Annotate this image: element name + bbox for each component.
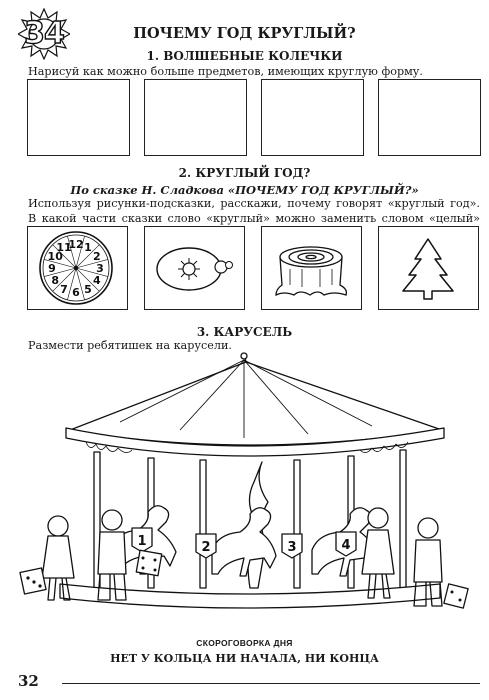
clock-number: 1 xyxy=(84,241,92,255)
clock-number: 5 xyxy=(84,282,92,296)
clock-icon xyxy=(28,227,127,309)
drawing-box-3[interactable] xyxy=(261,79,364,156)
section2-subheading: По сказке Н. Сладкова «ПОЧЕМУ ГОД КРУГЛЫЙ?» xyxy=(70,183,419,197)
clock-number: 9 xyxy=(48,262,56,275)
page-divider xyxy=(62,683,480,684)
seat-number-3: 3 xyxy=(287,540,297,555)
section3-instruction: Размести ребятишек на карусели. xyxy=(28,339,232,352)
hint-picture-stump xyxy=(261,226,362,310)
clock-number: 11 xyxy=(56,241,72,255)
clock-number: 7 xyxy=(60,282,68,296)
child-boy-left xyxy=(102,510,122,530)
seat-number-1: 1 xyxy=(137,534,147,549)
page-number: 32 xyxy=(18,672,39,690)
clock-number: 3 xyxy=(96,262,104,275)
hint-picture-fir xyxy=(378,226,479,310)
child-boy-right xyxy=(418,518,438,538)
page-title: ПОЧЕМУ ГОД КРУГЛЫЙ? xyxy=(133,25,356,42)
hint-picture-clock xyxy=(27,226,128,310)
horse-2 xyxy=(212,508,276,576)
carousel-illustration xyxy=(0,352,489,634)
lesson-number: 34 xyxy=(24,16,64,51)
clock-number: 10 xyxy=(47,250,63,263)
clock-number: 6 xyxy=(72,286,80,299)
hint-picture-orbit xyxy=(144,226,245,310)
section1-instruction: Нарисуй как можно больше предметов, имеющих круглую форму. xyxy=(28,65,423,78)
clock-number: 4 xyxy=(92,274,101,287)
drawing-box-2[interactable] xyxy=(144,79,247,156)
clock-number: 8 xyxy=(51,274,60,287)
drawing-box-4[interactable] xyxy=(378,79,481,156)
section3-heading: 3. КАРУСЕЛЬ xyxy=(196,325,293,339)
section2-instruction: Используя рисунки-подсказки, расскажи, почему говорят «круглый год». В какой части сказки слово «круглый» можно заменить словом «целый» xyxy=(28,197,480,225)
section2-heading: 2. КРУГЛЫЙ ГОД? xyxy=(178,166,311,180)
child-girl-left xyxy=(48,516,68,536)
tongue-twister-text: НЕТ У КОЛЬЦА НИ НАЧАЛА, НИ КОНЦА xyxy=(110,652,379,665)
child-girl-right xyxy=(368,508,388,528)
clock-number: 12 xyxy=(68,238,84,251)
fir-tree-icon xyxy=(379,227,478,309)
clock-number: 2 xyxy=(92,250,101,263)
orbit-icon xyxy=(145,227,244,309)
seat-number-4: 4 xyxy=(341,538,351,553)
tree-stump-icon xyxy=(262,227,361,309)
tongue-twister-label: СКОРОГОВОРКА ДНЯ xyxy=(196,638,293,648)
drawing-box-1[interactable] xyxy=(27,79,130,156)
seat-number-2: 2 xyxy=(201,540,211,555)
section1-heading: 1. ВОЛШЕБНЫЕ КОЛЕЧКИ xyxy=(146,49,343,63)
carousel-canopy xyxy=(70,354,442,445)
